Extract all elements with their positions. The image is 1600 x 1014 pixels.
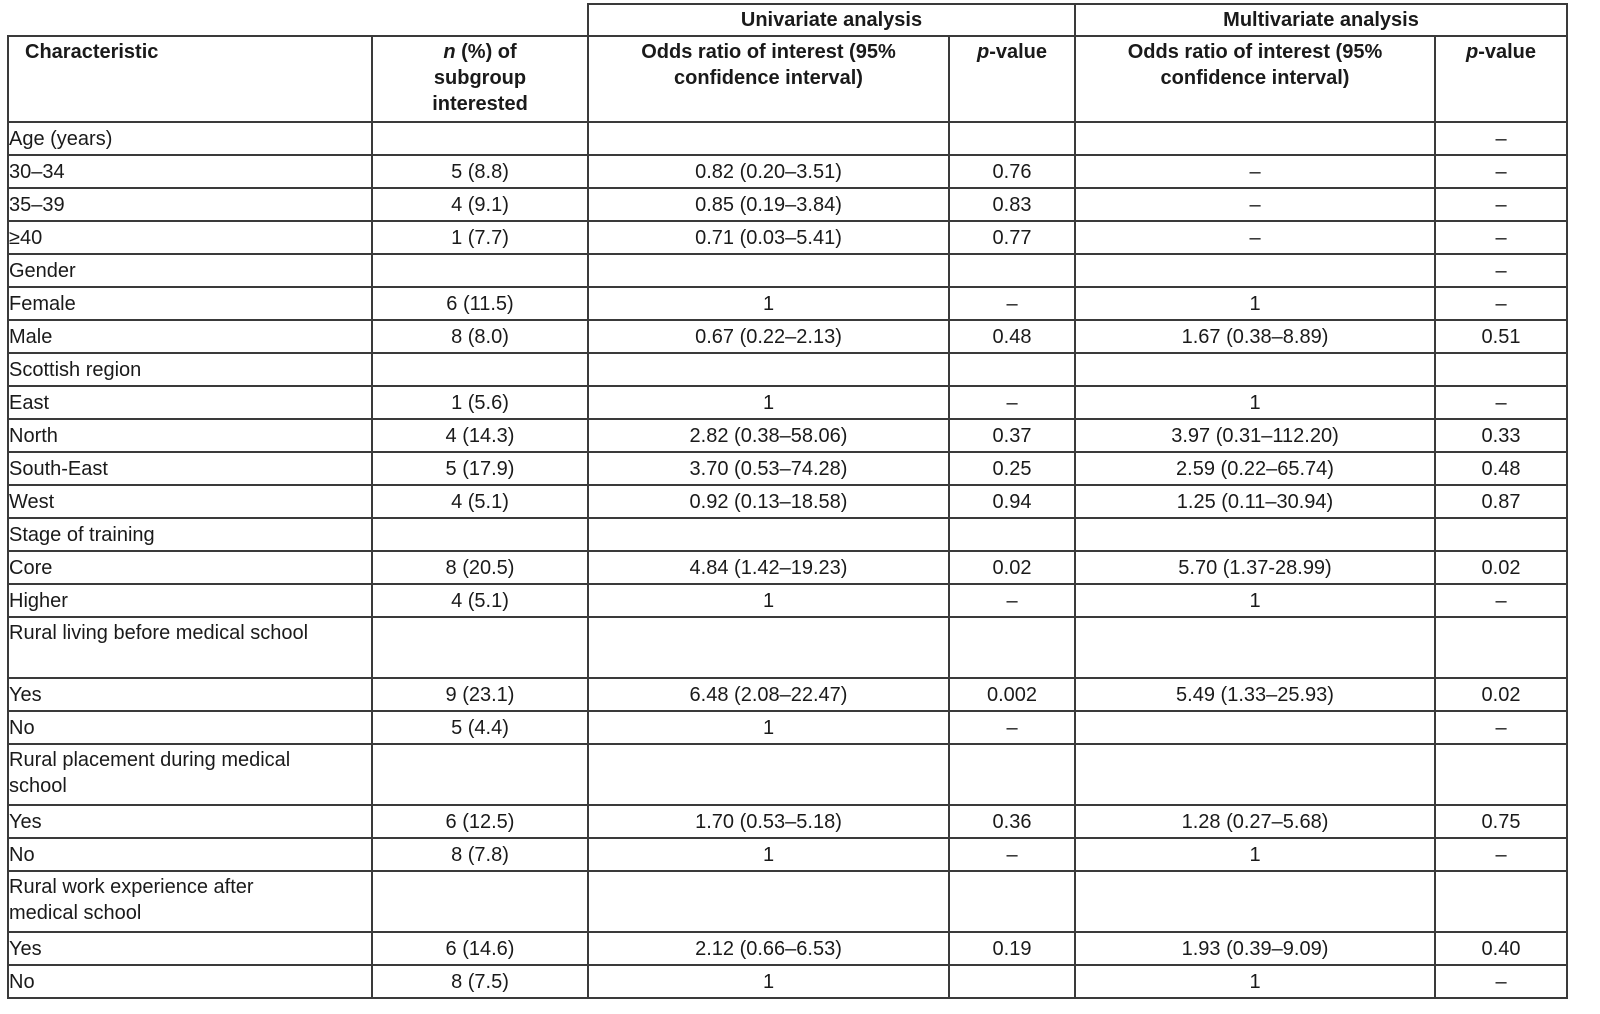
multivariate-p-cell: – <box>1435 287 1567 320</box>
multivariate-or-cell <box>1075 254 1435 287</box>
characteristic-cell: East <box>8 386 372 419</box>
multivariate-or-cell: 3.97 (0.31–112.20) <box>1075 419 1435 452</box>
univariate-p-cell <box>949 254 1075 287</box>
n-percent-cell: 1 (7.7) <box>372 221 588 254</box>
univariate-or-cell <box>588 617 949 678</box>
univariate-p-cell: 0.02 <box>949 551 1075 584</box>
multivariate-p-header <box>1435 36 1567 122</box>
multivariate-p-cell: – <box>1435 221 1567 254</box>
n-percent-cell: 8 (7.8) <box>372 838 588 871</box>
multivariate-or-cell <box>1075 711 1435 744</box>
univariate-p-cell <box>949 617 1075 678</box>
multivariate-p-cell: – <box>1435 155 1567 188</box>
multivariate-p-cell: – <box>1435 838 1567 871</box>
multivariate-p-cell: – <box>1435 188 1567 221</box>
table-row <box>8 419 1567 452</box>
characteristic-cell: Stage of training <box>8 518 372 551</box>
characteristic-cell: Yes <box>8 678 372 711</box>
univariate-p-cell: – <box>949 838 1075 871</box>
univariate-or-cell <box>588 122 949 155</box>
n-percent-cell: 4 (5.1) <box>372 584 588 617</box>
p-italic: p <box>1465 41 1479 63</box>
univariate-group-header: Univariate analysis <box>588 4 1075 36</box>
table-row <box>8 221 1567 254</box>
univariate-or-cell: 0.85 (0.19–3.84) <box>588 188 949 221</box>
n-percent-cell <box>372 744 588 805</box>
univariate-p-cell <box>949 122 1075 155</box>
n-percent-cell: 4 (9.1) <box>372 188 588 221</box>
table-row <box>8 711 1567 744</box>
characteristic-cell: 35–39 <box>8 188 372 221</box>
univariate-or-cell: 1 <box>588 386 949 419</box>
characteristic-cell: No <box>8 965 372 998</box>
multivariate-p-cell: 0.48 <box>1435 452 1567 485</box>
univariate-or-cell: 2.82 (0.38–58.06) <box>588 419 949 452</box>
multivariate-or-cell: 1.93 (0.39–9.09) <box>1075 932 1435 965</box>
category-row <box>8 518 1567 551</box>
characteristic-cell: ≥40 <box>8 221 372 254</box>
multivariate-or-cell <box>1075 617 1435 678</box>
n-percent-cell: 8 (20.5) <box>372 551 588 584</box>
category-row <box>8 744 1567 805</box>
table-row <box>8 287 1567 320</box>
univariate-p-cell <box>949 353 1075 386</box>
n-percent-label: (%) of subgroup interested <box>432 41 528 115</box>
univariate-or-cell: 1 <box>588 965 949 998</box>
table-row <box>8 155 1567 188</box>
multivariate-or-cell: 5.70 (1.37-28.99) <box>1075 551 1435 584</box>
univariate-or-cell: 6.48 (2.08–22.47) <box>588 678 949 711</box>
n-percent-cell: 4 (5.1) <box>372 485 588 518</box>
characteristic-cell: North <box>8 419 372 452</box>
multivariate-p-cell <box>1435 518 1567 551</box>
univariate-p-cell: – <box>949 386 1075 419</box>
univariate-or-cell: 0.71 (0.03–5.41) <box>588 221 949 254</box>
multivariate-or-cell: 1 <box>1075 584 1435 617</box>
characteristic-cell: Rural living before medical school <box>8 617 372 678</box>
category-row <box>8 353 1567 386</box>
multivariate-or-cell: 1 <box>1075 838 1435 871</box>
univariate-p-cell: 0.37 <box>949 419 1075 452</box>
table-body <box>8 122 1567 998</box>
multivariate-or-cell: 5.49 (1.33–25.93) <box>1075 678 1435 711</box>
table-row <box>8 838 1567 871</box>
multivariate-p-cell: – <box>1435 965 1567 998</box>
univariate-or-cell: 3.70 (0.53–74.28) <box>588 452 949 485</box>
characteristic-cell: Core <box>8 551 372 584</box>
multivariate-p-cell <box>1435 353 1567 386</box>
univariate-or-header: Odds ratio of interest (95% confidence interval) <box>588 36 949 122</box>
univariate-p-cell: 0.77 <box>949 221 1075 254</box>
table-row <box>8 452 1567 485</box>
n-percent-cell: 1 (5.6) <box>372 386 588 419</box>
category-row <box>8 122 1567 155</box>
characteristic-cell: Scottish region <box>8 353 372 386</box>
multivariate-or-cell: – <box>1075 188 1435 221</box>
table-row <box>8 932 1567 965</box>
multivariate-or-cell: – <box>1075 221 1435 254</box>
characteristic-cell: Rural placement during medical school <box>8 744 372 805</box>
multivariate-or-cell: 1.67 (0.38–8.89) <box>1075 320 1435 353</box>
multivariate-or-cell: – <box>1075 155 1435 188</box>
multivariate-or-cell <box>1075 353 1435 386</box>
univariate-or-cell: 0.92 (0.13–18.58) <box>588 485 949 518</box>
n-percent-cell: 6 (11.5) <box>372 287 588 320</box>
multivariate-p-cell: 0.33 <box>1435 419 1567 452</box>
multivariate-p-cell: 0.02 <box>1435 678 1567 711</box>
characteristic-cell: South-East <box>8 452 372 485</box>
n-percent-cell: 6 (14.6) <box>372 932 588 965</box>
n-percent-cell: 5 (4.4) <box>372 711 588 744</box>
multivariate-or-cell <box>1075 518 1435 551</box>
n-percent-cell <box>372 353 588 386</box>
n-percent-cell: 6 (12.5) <box>372 805 588 838</box>
category-row <box>8 254 1567 287</box>
table-row <box>8 678 1567 711</box>
characteristic-header: Characteristic <box>8 36 372 122</box>
univariate-or-cell <box>588 353 949 386</box>
multivariate-p-cell <box>1435 871 1567 932</box>
table-row <box>8 551 1567 584</box>
multivariate-or-cell: 1 <box>1075 287 1435 320</box>
univariate-p-cell: 0.94 <box>949 485 1075 518</box>
blank-header-cell <box>8 4 588 36</box>
univariate-p-cell: – <box>949 287 1075 320</box>
multivariate-or-cell: 1.25 (0.11–30.94) <box>1075 485 1435 518</box>
univariate-p-cell: 0.36 <box>949 805 1075 838</box>
univariate-p-cell: 0.83 <box>949 188 1075 221</box>
table-row <box>8 584 1567 617</box>
column-header-row <box>8 36 1567 122</box>
characteristic-cell: Age (years) <box>8 122 372 155</box>
characteristic-cell: Higher <box>8 584 372 617</box>
table-row <box>8 320 1567 353</box>
group-header-row <box>8 4 1567 36</box>
univariate-p-cell: 0.002 <box>949 678 1075 711</box>
univariate-or-cell <box>588 518 949 551</box>
univariate-or-cell: 1.70 (0.53–5.18) <box>588 805 949 838</box>
multivariate-or-cell <box>1075 744 1435 805</box>
univariate-p-cell: 0.19 <box>949 932 1075 965</box>
characteristic-cell: Male <box>8 320 372 353</box>
n-italic: n <box>443 41 456 63</box>
univariate-p-cell <box>949 518 1075 551</box>
univariate-p-cell: – <box>949 584 1075 617</box>
univariate-or-cell: 1 <box>588 584 949 617</box>
multivariate-p-cell: – <box>1435 122 1567 155</box>
characteristic-cell: Gender <box>8 254 372 287</box>
table-row <box>8 485 1567 518</box>
multivariate-p-cell <box>1435 744 1567 805</box>
table-row <box>8 965 1567 998</box>
univariate-or-cell <box>588 744 949 805</box>
univariate-p-cell <box>949 744 1075 805</box>
multivariate-group-header: Multivariate analysis <box>1075 4 1567 36</box>
univariate-or-cell: 0.82 (0.20–3.51) <box>588 155 949 188</box>
characteristic-cell: No <box>8 711 372 744</box>
multivariate-p-cell: 0.87 <box>1435 485 1567 518</box>
n-percent-cell <box>372 518 588 551</box>
n-percent-cell: 5 (17.9) <box>372 452 588 485</box>
characteristic-cell: Yes <box>8 932 372 965</box>
characteristic-cell: Female <box>8 287 372 320</box>
multivariate-p-cell: 0.51 <box>1435 320 1567 353</box>
multivariate-or-cell: 1 <box>1075 965 1435 998</box>
multivariate-p-cell: 0.75 <box>1435 805 1567 838</box>
table-row <box>8 805 1567 838</box>
characteristic-cell: West <box>8 485 372 518</box>
multivariate-p-cell: 0.40 <box>1435 932 1567 965</box>
p-value-label: -value <box>989 41 1048 63</box>
univariate-p-cell <box>949 965 1075 998</box>
multivariate-p-cell: 0.02 <box>1435 551 1567 584</box>
category-row <box>8 617 1567 678</box>
characteristic-cell: No <box>8 838 372 871</box>
n-percent-cell: 4 (14.3) <box>372 419 588 452</box>
category-row <box>8 871 1567 932</box>
univariate-or-cell: 4.84 (1.42–19.23) <box>588 551 949 584</box>
characteristic-cell: Rural work experience after medical school <box>8 871 372 932</box>
multivariate-or-cell <box>1075 122 1435 155</box>
n-percent-cell: 8 (7.5) <box>372 965 588 998</box>
univariate-p-cell: – <box>949 711 1075 744</box>
univariate-or-cell: 2.12 (0.66–6.53) <box>588 932 949 965</box>
univariate-or-cell: 1 <box>588 838 949 871</box>
n-percent-header <box>372 36 588 122</box>
univariate-or-cell: 1 <box>588 287 949 320</box>
multivariate-or-cell: 1 <box>1075 386 1435 419</box>
multivariate-p-cell: – <box>1435 584 1567 617</box>
univariate-p-cell: 0.48 <box>949 320 1075 353</box>
univariate-or-cell: 1 <box>588 711 949 744</box>
n-percent-cell <box>372 617 588 678</box>
multivariate-or-header: Odds ratio of interest (95% confidence interval) <box>1075 36 1435 122</box>
n-percent-cell: 8 (8.0) <box>372 320 588 353</box>
multivariate-or-cell: 2.59 (0.22–65.74) <box>1075 452 1435 485</box>
univariate-p-cell: 0.76 <box>949 155 1075 188</box>
p-italic: p <box>976 41 990 63</box>
multivariate-or-cell: 1.28 (0.27–5.68) <box>1075 805 1435 838</box>
n-percent-cell: 5 (8.8) <box>372 155 588 188</box>
multivariate-p-cell: – <box>1435 386 1567 419</box>
n-percent-cell <box>372 871 588 932</box>
univariate-p-cell: 0.25 <box>949 452 1075 485</box>
characteristic-cell: Yes <box>8 805 372 838</box>
univariate-or-cell: 0.67 (0.22–2.13) <box>588 320 949 353</box>
n-percent-cell <box>372 254 588 287</box>
univariate-p-cell <box>949 871 1075 932</box>
odds-ratio-table <box>7 3 1568 999</box>
univariate-or-cell <box>588 254 949 287</box>
p-value-label: -value <box>1478 41 1537 63</box>
multivariate-p-cell <box>1435 617 1567 678</box>
table-row <box>8 188 1567 221</box>
multivariate-p-cell: – <box>1435 254 1567 287</box>
univariate-p-header <box>949 36 1075 122</box>
univariate-or-cell <box>588 871 949 932</box>
table-row <box>8 386 1567 419</box>
n-percent-cell <box>372 122 588 155</box>
characteristic-cell: 30–34 <box>8 155 372 188</box>
multivariate-or-cell <box>1075 871 1435 932</box>
n-percent-cell: 9 (23.1) <box>372 678 588 711</box>
multivariate-p-cell: – <box>1435 711 1567 744</box>
